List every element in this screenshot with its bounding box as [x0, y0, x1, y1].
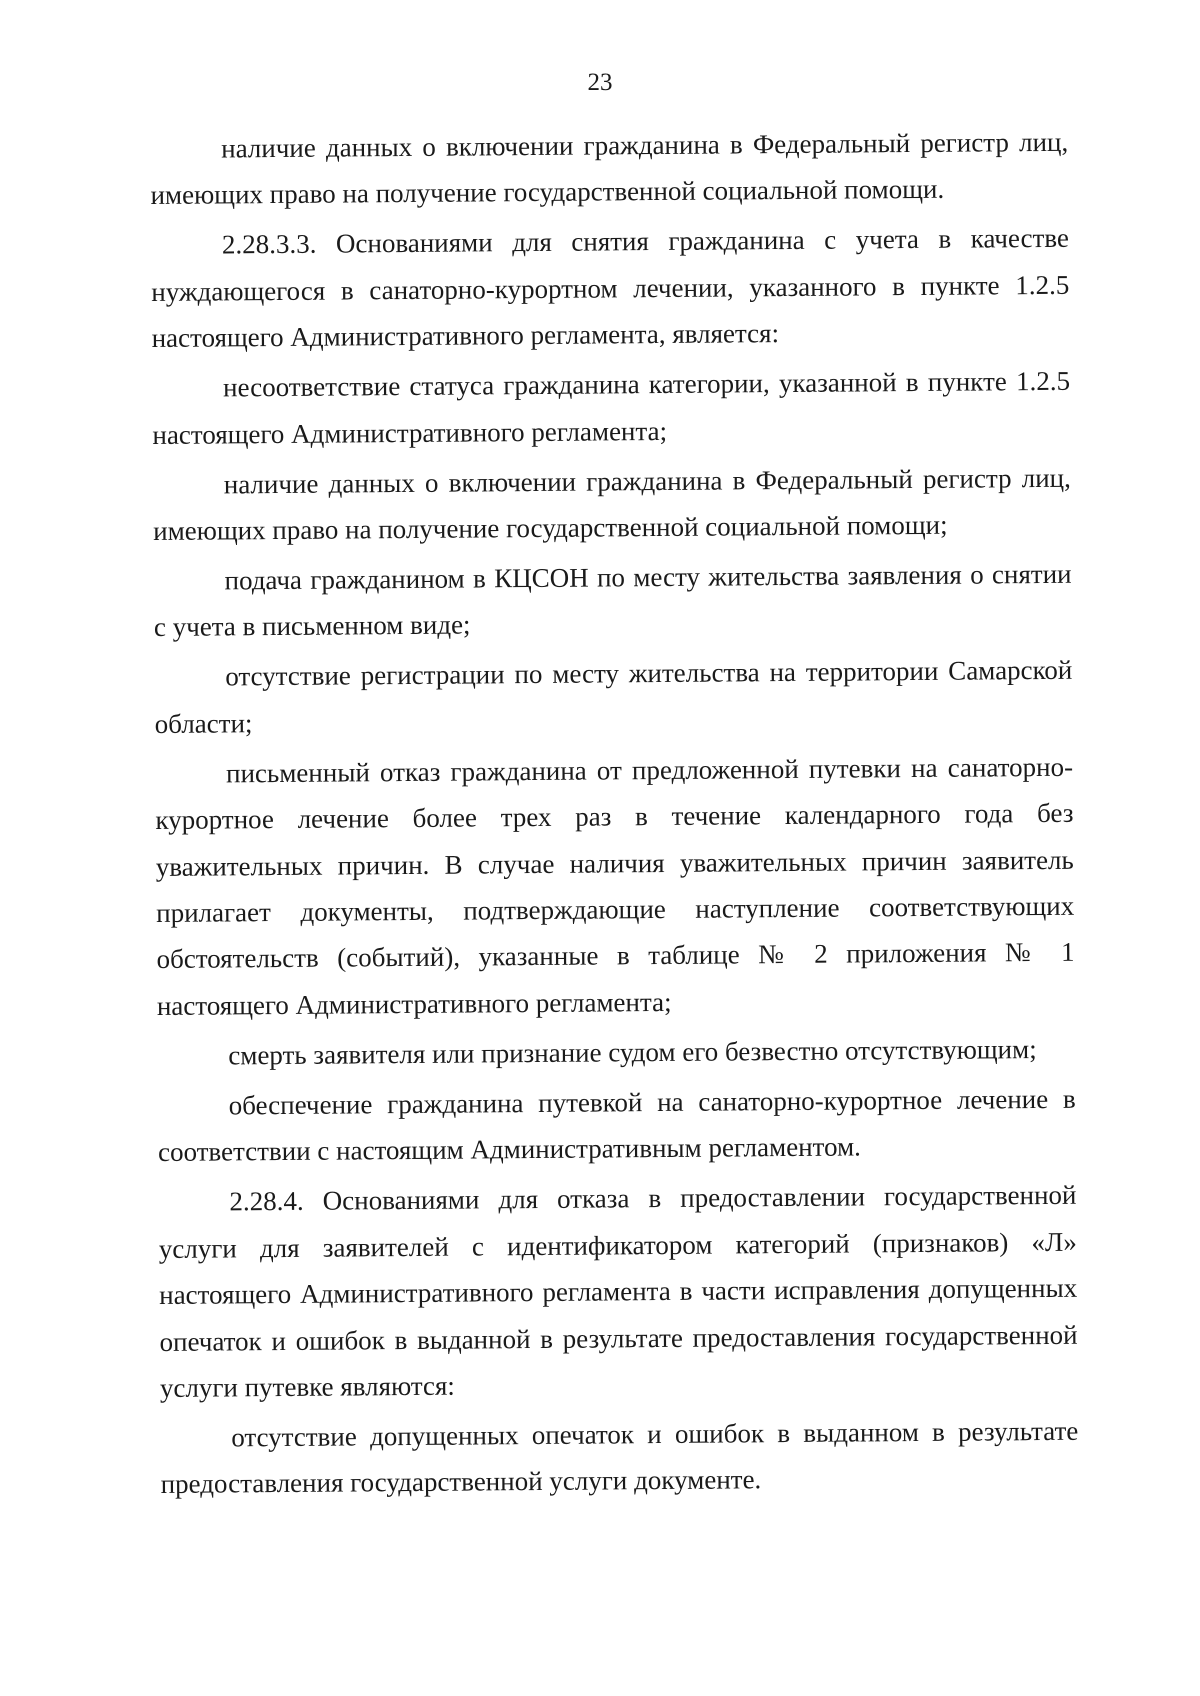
paragraph: смерть заявителя или признание судом его безвестно отсутствующим; [228, 1033, 1037, 1071]
paragraph: письменный отказ гражданина от предложенной путевки на санаторно-курортное лечение более трех раз в течение календарного года без уважительных причин. В случае наличия уважительных причин заявитель прилагает документы, подтверждающие наступление соответствующих обстоятельств (событий), указанные в таблице № 2 приложения № 1 настоящего Административного регламента; [155, 751, 1075, 1021]
paragraph: 2.28.3.3. Основаниями для снятия гражданина с учета в качестве нуждающегося в санаторно-курортном лечении, указанного в пункте 1.2.5 настоящего Административного регламента, является: [151, 223, 1070, 354]
paragraph: отсутствие допущенных опечаток и ошибок в выданном в результате предоставления государственной услуги документе. [160, 1415, 1079, 1500]
paragraph: несоответствие статуса гражданина категории, указанной в пункте 1.2.5 настоящего Административного регламента; [152, 366, 1071, 450]
paragraph: отсутствие регистрации по месту жительства на территории Самарской области; [154, 655, 1073, 739]
paragraph: подача гражданином в КЦСОН по месту жительства заявления о снятии с учета в письменном виде; [153, 558, 1072, 643]
paragraph: обеспечение гражданина путевкой на санаторно-курортное лечение в соответствии с настоящим Административным регламентом. [157, 1083, 1076, 1168]
paragraph: 2.28.4. Основаниями для отказа в предоставлении государственной услуги для заявителей с идентификатором категорий (признаков) «Л» настоящего Административного регламента в части исправления допущенных опечаток и ошибок в выданной в результате предоставления государственной услуги путевке являются: [158, 1180, 1078, 1403]
paragraph: наличие данных о включении гражданина в Федеральный регистр лиц, имеющих право на получение государственной социальной помощи. [150, 126, 1069, 211]
document-body [150, 119, 1079, 1511]
page-number: 23 [587, 69, 613, 96]
paragraph: наличие данных о включении гражданина в Федеральный регистр лиц, имеющих право на получение государственной социальной помощи; [153, 462, 1071, 547]
